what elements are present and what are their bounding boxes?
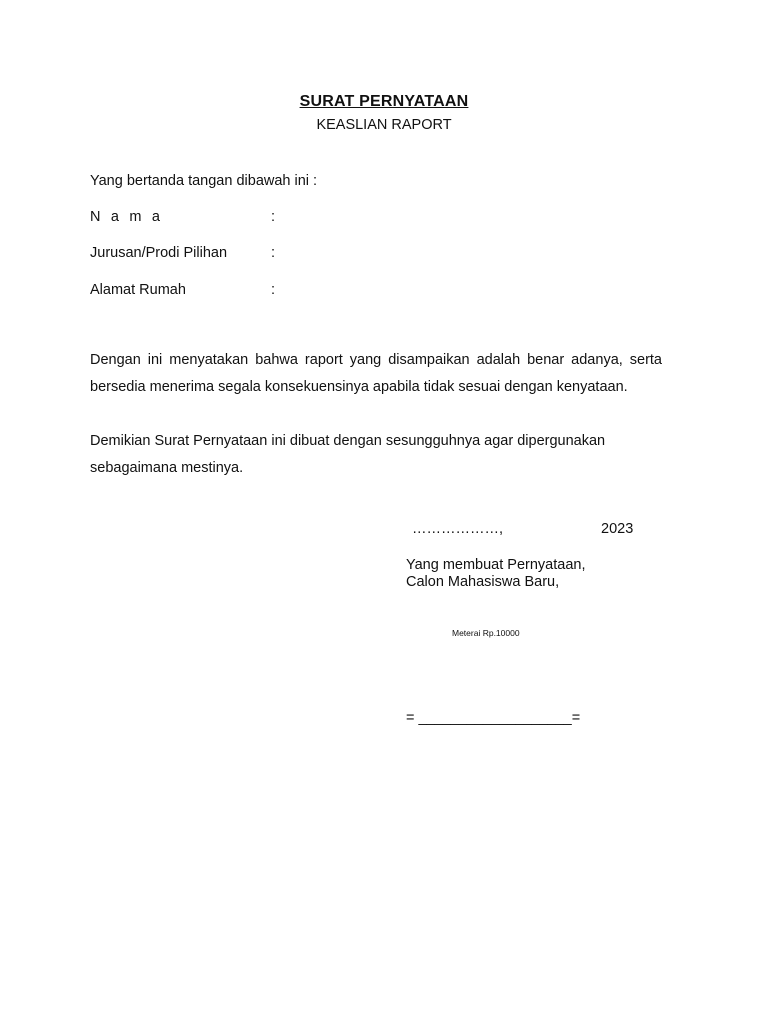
- date-line: [412, 521, 652, 541]
- field-separator: :: [271, 282, 276, 298]
- field-label-alamat: Alamat Rumah: [90, 282, 186, 298]
- signature-block: [406, 557, 585, 591]
- intro-text: Yang bertanda tangan dibawah ini :: [90, 173, 318, 189]
- signature-line-2: Calon Mahasiswa Baru,: [406, 574, 560, 590]
- closing-line-2: sebagaimana mestinya.: [90, 459, 244, 476]
- field-label-jurusan: Jurusan/Prodi Pilihan: [90, 245, 228, 261]
- statement-line-2: bersedia menerima segala konsekuensinya apabila tidak sesuai dengan kenyataan.: [90, 378, 628, 395]
- document-subtitle: KEASLIAN RAPORT: [316, 117, 452, 133]
- field-separator: :: [271, 245, 276, 261]
- statement-line-1: Dengan ini menyatakan bahwa raport yang disampaikan adalah benar adanya, serta: [90, 352, 662, 368]
- statement-paragraph: [90, 347, 662, 400]
- signature-line-1: Yang membuat Pernyataan,: [406, 557, 586, 573]
- document-title: SURAT PERNYATAAN: [299, 93, 469, 110]
- field-nama: [90, 209, 390, 229]
- field-alamat: [90, 282, 390, 302]
- date-year: 2023: [601, 521, 634, 537]
- stamp-label: Meterai Rp.10000: [452, 628, 520, 638]
- closing-line-1: Demikian Surat Pernyataan ini dibuat dengan sesungguhnya agar dipergunakan: [90, 433, 606, 449]
- field-label-nama: N a m a: [90, 209, 164, 225]
- date-place-placeholder: ………………,: [412, 521, 504, 537]
- field-separator: :: [271, 209, 276, 225]
- field-jurusan: [90, 245, 390, 265]
- closing-paragraph: [90, 428, 650, 481]
- signature-name-line: = ___________________=: [406, 710, 581, 726]
